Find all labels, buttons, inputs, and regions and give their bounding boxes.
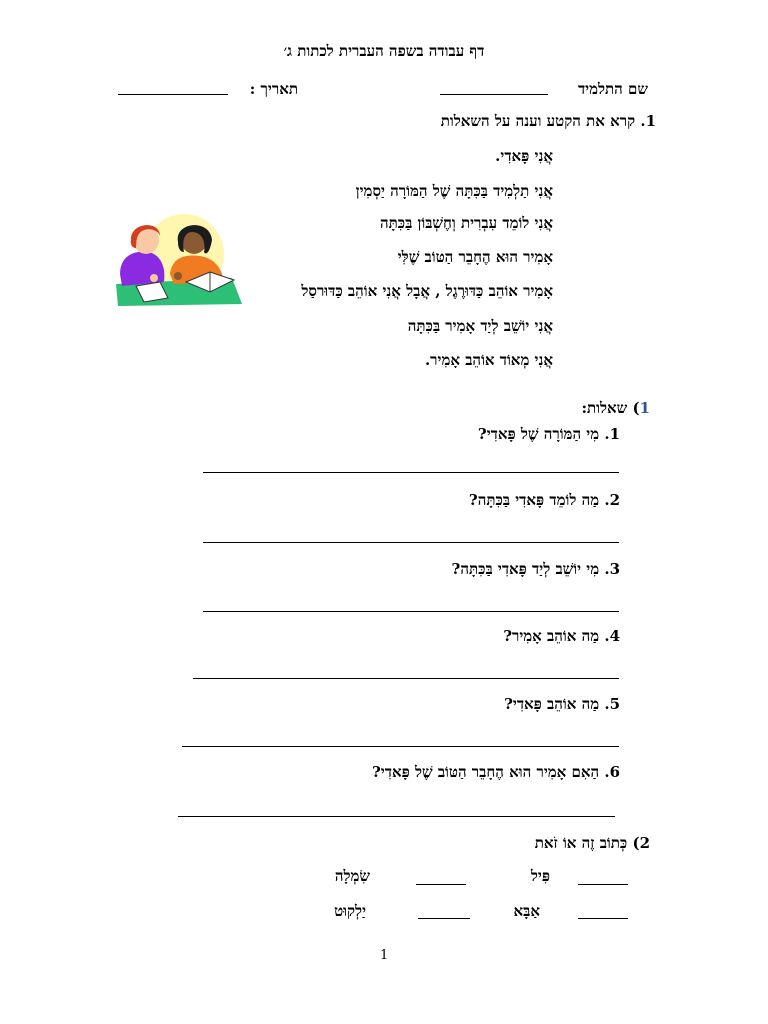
question-item: 3. מִי יוֹשֵׁב לְיַד פָּאדִי בַּכִּתָּה? xyxy=(451,560,620,578)
questions-heading-text: ) שאלות: xyxy=(581,399,640,417)
answer-line[interactable] xyxy=(203,611,619,612)
paragraph-line: אָמִיר הוּא הֶחָבֵר הַטּוֹב שֶׁלִּי xyxy=(397,248,553,266)
paragraph-line: אֲנִי יוֹשֵׁב לְיַד אָמִיר בַּכִּתָּה xyxy=(407,317,553,335)
page-number: 1 xyxy=(380,948,389,963)
student-name-label: שם התלמיד xyxy=(577,80,648,98)
word-item: יַלְקוּט xyxy=(334,902,366,920)
paragraph-line: אָמִיר אוֹהֵב כַּדּוּרֶגֶל , אֲבָל אֲנִי אוֹהֵב כַּדּוּרסַל xyxy=(301,282,553,300)
section2-heading: 2) כְּתוֹב זֶה אוֹ זֹאת xyxy=(534,834,650,852)
word-item: אַבָּא xyxy=(513,902,540,920)
questions-number: 1 xyxy=(639,399,650,417)
question-item: 1. מִי הַמּוֹרָה שֶׁל פָּאדִי? xyxy=(477,425,620,443)
answer-line[interactable] xyxy=(193,678,619,679)
word-item: שִׂמְלָה xyxy=(334,867,370,885)
questions-heading xyxy=(581,399,650,418)
word-blank[interactable] xyxy=(418,918,470,919)
answer-line[interactable] xyxy=(178,816,615,817)
question-item: 6. הַאִם אָמִיר הוּא הֶחָבֵר הַטּוֹב שֶׁל פָּאדִי? xyxy=(372,763,620,781)
paragraph-line: אֲנִי פָּאדִי. xyxy=(495,147,553,165)
paragraph-line: אֲנִי לוֹמֵד עִבְרִית וְחֶשְׁבּוֹן בַּכִּתָּה xyxy=(379,214,553,232)
answer-line[interactable] xyxy=(203,472,619,473)
question-item: 4. מַה אוֹהֵב אָמִיר? xyxy=(503,627,620,645)
word-blank[interactable] xyxy=(578,884,628,885)
paragraph-line: אֲנִי תַלְמִיד בַּכִּתָּה שֶׁל הַמּוֹרָה יַסְמִין xyxy=(355,182,553,200)
page-title: דף עבודה בשפה העברית לכתות ג׳ xyxy=(283,42,485,60)
question-item: 5. מַה אוֹהֵב פָּאדִי? xyxy=(504,695,620,713)
word-item: פִּיל xyxy=(530,867,550,885)
answer-line[interactable] xyxy=(182,746,619,747)
answer-line[interactable] xyxy=(203,542,619,543)
date-field[interactable] xyxy=(118,94,228,95)
section1-heading: 1. קרא את הקטע וענה על השאלות xyxy=(440,112,656,130)
student-name-field[interactable] xyxy=(440,94,548,95)
paragraph-line: אֲנִי מְאוֹד אוֹהֵב אָמִיר. xyxy=(424,351,553,369)
date-label: תאריך : xyxy=(249,80,298,98)
word-blank[interactable] xyxy=(416,884,466,885)
word-blank[interactable] xyxy=(578,918,628,919)
question-item: 2. מַה לוֹמֵד פָּאדִי בַּכִּתָּה? xyxy=(468,491,620,509)
students-reading-icon xyxy=(114,212,246,308)
